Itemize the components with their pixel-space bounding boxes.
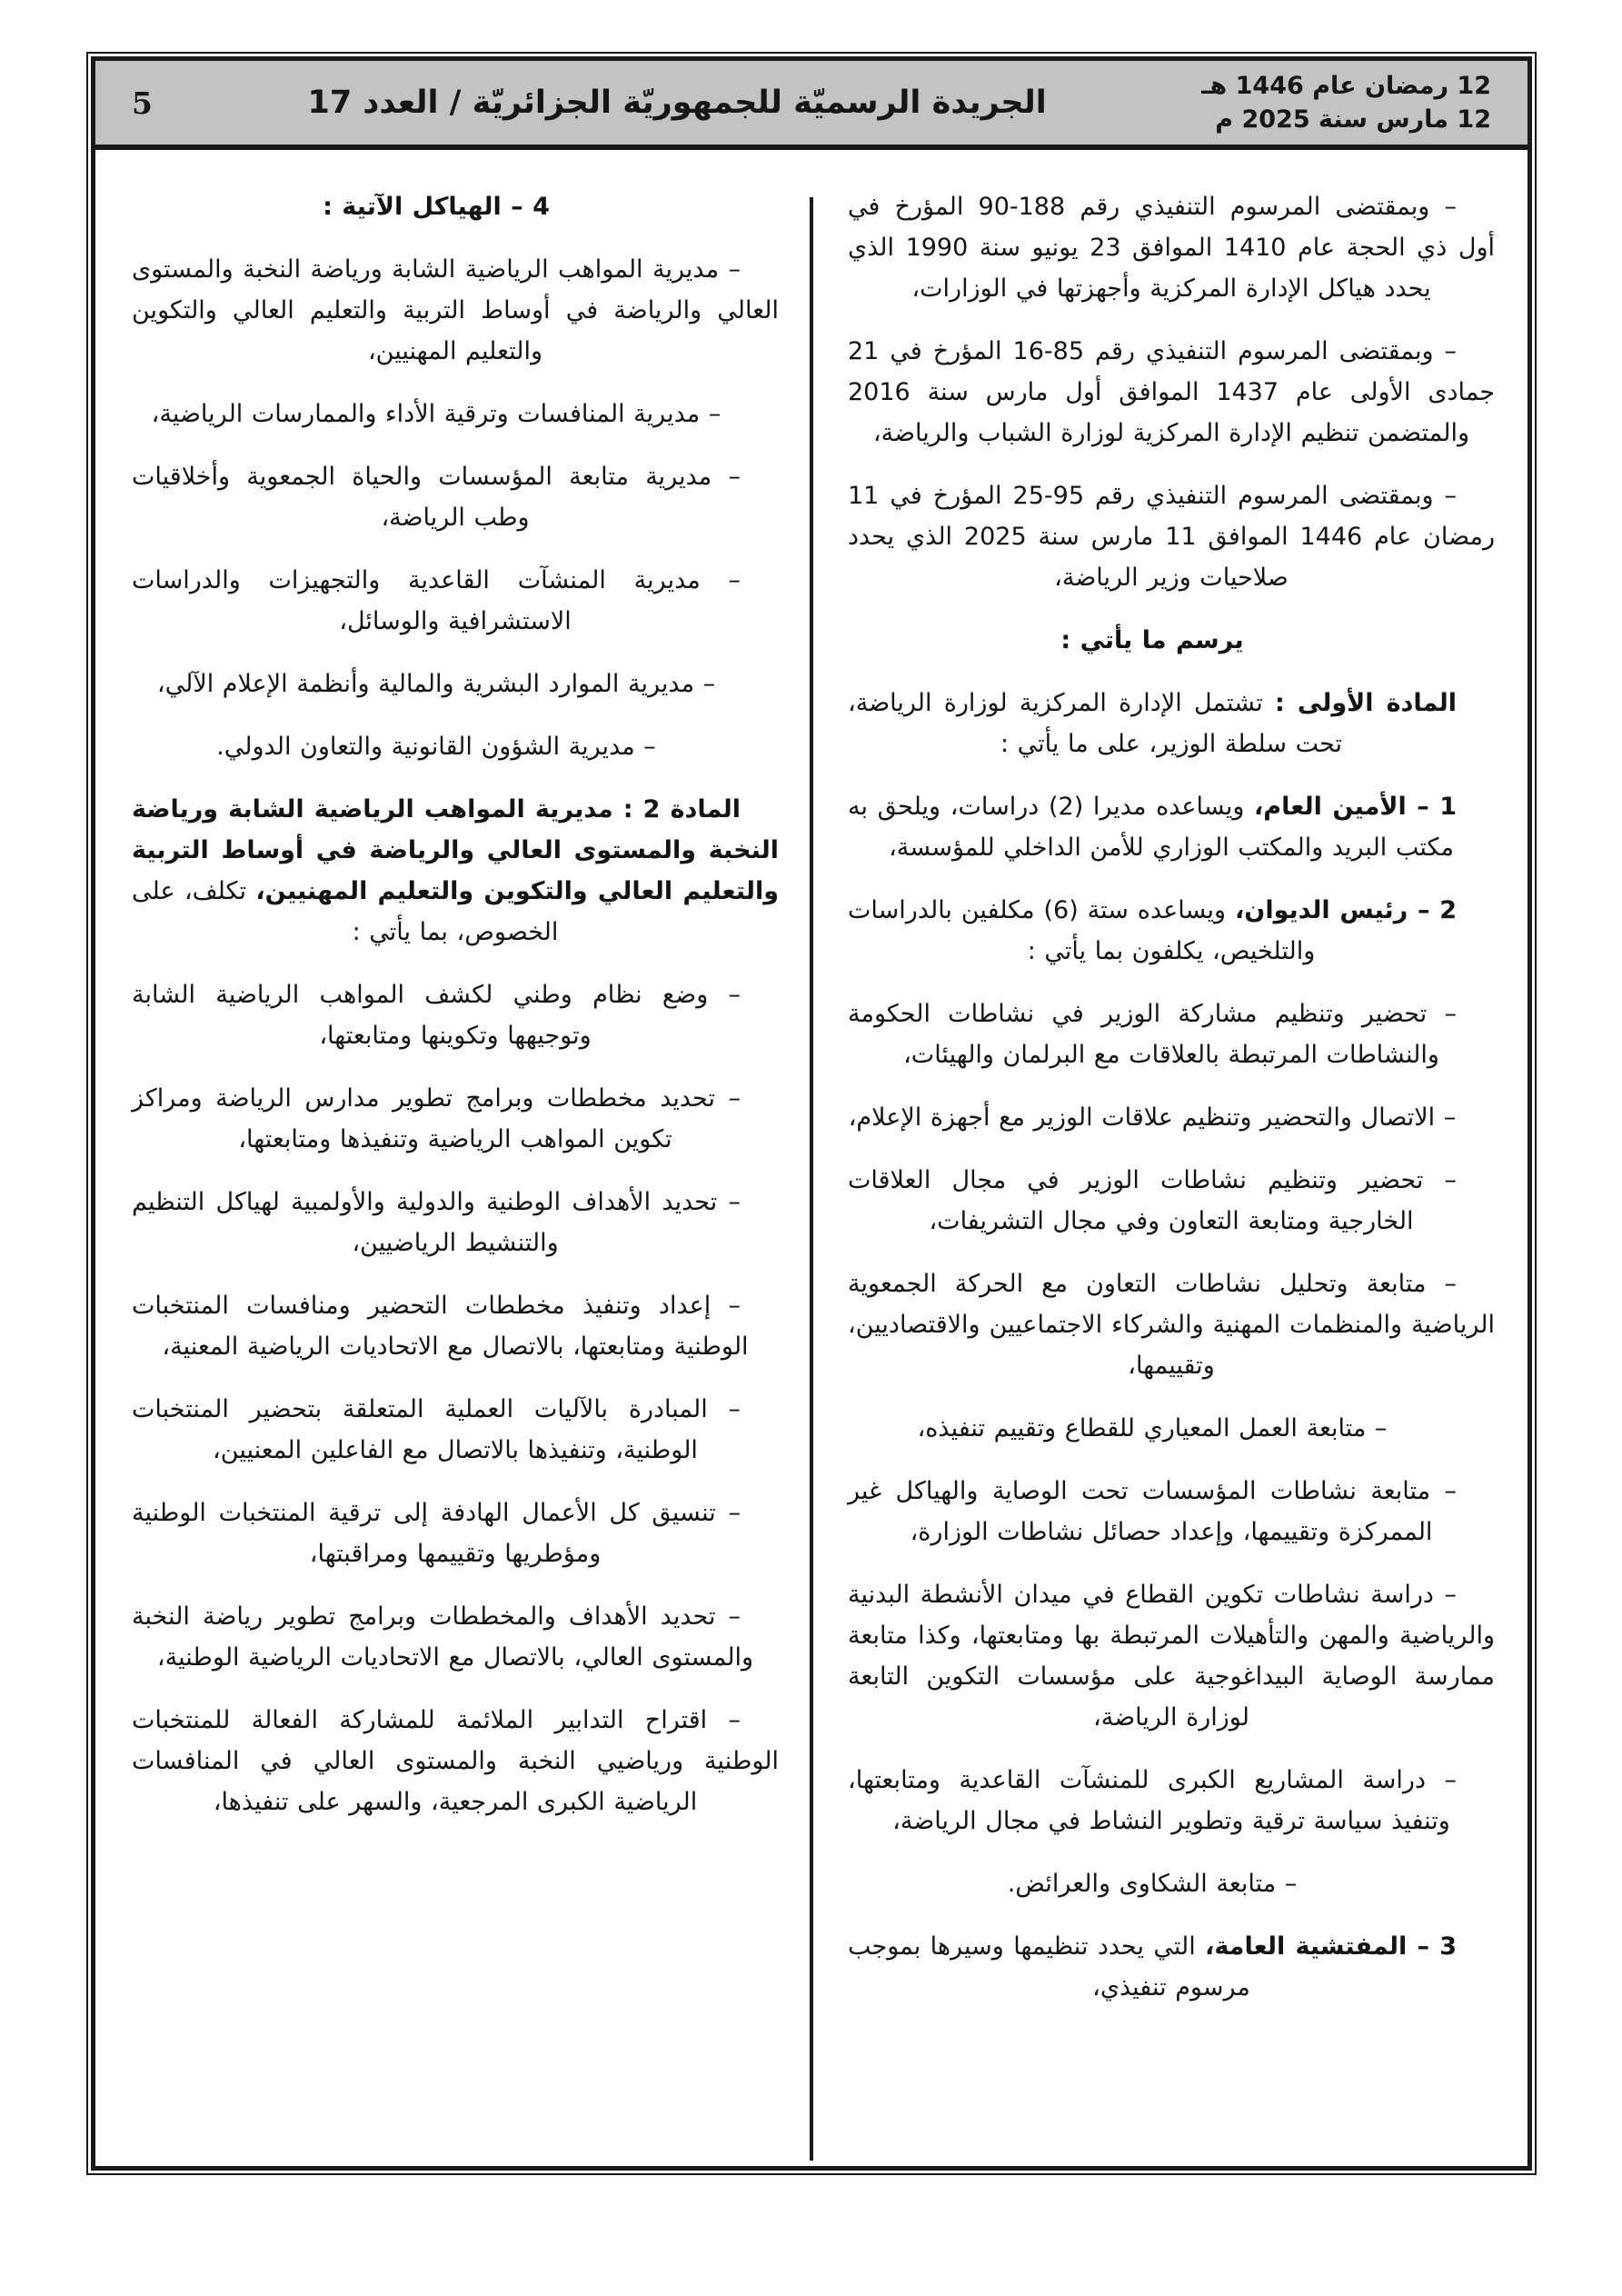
paragraph: – تحديد مخططات وبرامج تطوير مدارس الرياضة ومراكز تكوين المواهب الرياضية وتنفيذها ومتابعتها، bbox=[132, 1084, 741, 1153]
page-frame bbox=[91, 56, 1532, 2171]
page-header bbox=[95, 61, 1527, 150]
gregorian-date: 12 مارس سنة 2025 م bbox=[1215, 105, 1491, 134]
paragraph: – تنسيق كل الأعمال الهادفة إلى ترقية المنتخبات الوطنية ومؤطريها وتقييمها ومراقبتها، bbox=[132, 1499, 741, 1568]
paragraph: – مديرية الموارد البشرية والمالية وأنظمة الإعلام الآلي، bbox=[156, 670, 716, 698]
paragraph: – مديرية المواهب الرياضية الشابة ورياضة النخبة والمستوى العالي والرياضة في أوساط التربية والتعليم العالي والتكوين والتعليم المهنيين، bbox=[132, 255, 779, 365]
column-right bbox=[811, 150, 1527, 2166]
paragraph-lead: 3 – المفتشية العامة، bbox=[1205, 1932, 1457, 1961]
paragraph: – مديرية المنافسات وترقية الأداء والممارسات الرياضية، bbox=[151, 400, 721, 428]
paragraph-lead: 2 – رئيس الديوان، bbox=[1235, 896, 1457, 924]
column-left bbox=[95, 150, 811, 2166]
paragraph: المادة الأولى : تشتمل الإدارة المركزية لوزارة الرياضة، تحت سلطة الوزير، على ما يأتي : bbox=[848, 689, 1458, 758]
paragraph: – وبمقتضى المرسوم التنفيذي رقم 85-16 المؤرخ في 21 جمادى الأولى عام 1437 الموافق أول مارس سنة 2016 والمتضمن تنظيم الإدارة المركزية لوزارة الشباب والرياضة، bbox=[848, 337, 1496, 447]
paragraph-lead: يرسم ما يأتي : bbox=[1060, 626, 1244, 654]
paragraph: 1 – الأمين العام، ويساعده مديرا (2) دراسات، ويلحق به مكتب البريد والمكتب الوزاري للأمن الداخلي للمؤسسة، bbox=[848, 793, 1457, 862]
paragraph: – دراسة المشاريع الكبرى للمنشآت القاعدية ومتابعتها، وتنفيذ سياسة ترقية وتطوير النشاط في مجال الرياضة، bbox=[848, 1766, 1457, 1835]
paragraph: – مديرية المنشآت القاعدية والتجهيزات والدراسات الاستشرافية والوسائل، bbox=[132, 566, 741, 635]
paragraph-lead: المادة 2 : مديرية المواهب الرياضية الشابة ورياضة النخبة والمستوى العالي والرياضة في أوساط التربية والتعليم العالي والتكوين والتعليم المهنيين، bbox=[132, 795, 779, 905]
paragraph: – متابعة العمل المعياري للقطاع وتقييم تنفيذه، bbox=[917, 1414, 1388, 1442]
paragraph: – اقتراح التدابير الملائمة للمشاركة الفعالة للمنتخبات الوطنية ورياضيي النخبة والمستوى العالي في المنافسات الرياضية الكبرى المرجعية، والسهر على تنفيذها، bbox=[132, 1706, 779, 1816]
paragraph: – وضع نظام وطني لكشف المواهب الرياضية الشابة وتوجيهها وتكوينها ومتابعتها، bbox=[132, 981, 741, 1050]
paragraph bbox=[848, 620, 1495, 661]
paragraph: – الاتصال والتحضير وتنظيم علاقات الوزير مع أجهزة الإعلام، bbox=[848, 1103, 1457, 1132]
paragraph: – وبمقتضى المرسوم التنفيذي رقم 188-90 المؤرخ في أول ذي الحجة عام 1410 الموافق 23 يونيو سنة 1990 الذي يحدد هياكل الإدارة المركزية وأجهزتها في الوزارات، bbox=[848, 193, 1495, 303]
gazette-title: الجريدة الرسميّة للجمهوريّة الجزائريّة / العدد 17 bbox=[307, 85, 1047, 121]
paragraph: – تحديد الأهداف والمخططات وبرامج تطوير رياضة النخبة والمستوى العالي، بالاتصال مع الاتحاديات الرياضية الوطنية، bbox=[132, 1602, 754, 1672]
paragraph: – مديرية الشؤون القانونية والتعاون الدولي. bbox=[216, 733, 656, 761]
header-dates bbox=[1201, 69, 1491, 136]
paragraph-lead: المادة الأولى : bbox=[1275, 689, 1458, 717]
paragraph bbox=[132, 186, 779, 227]
paragraph: – دراسة نشاطات تكوين القطاع في ميدان الأنشطة البدنية والرياضية والمهن والتأهيلات المرتبطة بها ومتابعتها، وكذا متابعة ممارسة الوصاية البيداغوجية على مؤسسات التكوين التابعة لوزارة الرياضة، bbox=[848, 1581, 1495, 1732]
paragraph-lead: 1 – الأمين العام، bbox=[1254, 793, 1457, 821]
paragraph: – وبمقتضى المرسوم التنفيذي رقم 95-25 المؤرخ في 11 رمضان عام 1446 الموافق 11 مارس سنة 2025 الذي يحدد صلاحيات وزير الرياضة، bbox=[848, 482, 1495, 592]
paragraph: – إعداد وتنفيذ مخططات التحضير ومنافسات المنتخبات الوطنية ومتابعتها، بالاتصال مع الاتحاديات الرياضية المعنية، bbox=[132, 1292, 749, 1361]
paragraph: – متابعة الشكاوى والعرائض. bbox=[1007, 1870, 1298, 1898]
paragraph: 3 – المفتشية العامة، التي يحدد تنظيمها وسيرها بموجب مرسوم تنفيذي، bbox=[848, 1932, 1457, 2002]
paragraph: – تحضير وتنظيم مشاركة الوزير في نشاطات الحكومة والنشاطات المرتبطة بالعلاقات مع البرلمان والهيئات، bbox=[848, 1000, 1457, 1069]
paragraph: – مديرية متابعة المؤسسات والحياة الجمعوية وأخلاقيات وطب الرياضة، bbox=[132, 463, 741, 532]
paragraph: – تحضير وتنظيم نشاطات الوزير في مجال العلاقات الخارجية ومتابعة التعاون وفي مجال التشريفات، bbox=[848, 1166, 1457, 1235]
paragraph: – متابعة نشاطات المؤسسات تحت الوصاية والهياكل غير الممركزة وتقييمها، وإعداد حصائل نشاطات الوزارة، bbox=[848, 1477, 1457, 1546]
paragraph: المادة 2 : مديرية المواهب الرياضية الشابة ورياضة النخبة والمستوى العالي والرياضة في أوساط التربية والتعليم العالي والتكوين والتعليم المهنيين، تكلف، على الخصوص، بما يأتي : bbox=[132, 795, 779, 946]
paragraph: – المبادرة بالآليات العملية المتعلقة بتحضير المنتخبات الوطنية، وتنفيذها بالاتصال مع الفاعلين المعنيين، bbox=[132, 1395, 741, 1464]
paragraph: – متابعة وتحليل نشاطات التعاون مع الحركة الجمعوية الرياضية والمنظمات المهنية والشركاء الاجتماعيين والاقتصاديين، وتقييمها، bbox=[848, 1270, 1495, 1380]
paragraph: – تحديد الأهداف الوطنية والدولية والأولمبية لهياكل التنظيم والتنشيط الرياضيين، bbox=[132, 1188, 741, 1257]
hijri-date: 12 رمضان عام 1446 هـ bbox=[1201, 72, 1491, 100]
paragraph: 2 – رئيس الديوان، ويساعده ستة (6) مكلفين بالدراسات والتلخيص، يكلفون بما يأتي : bbox=[848, 896, 1457, 965]
paragraph-lead: 4 – الهياكل الآتية : bbox=[323, 193, 550, 221]
page-number: 5 bbox=[132, 85, 153, 121]
content-area bbox=[95, 150, 1527, 2166]
column-divider bbox=[810, 197, 813, 2161]
